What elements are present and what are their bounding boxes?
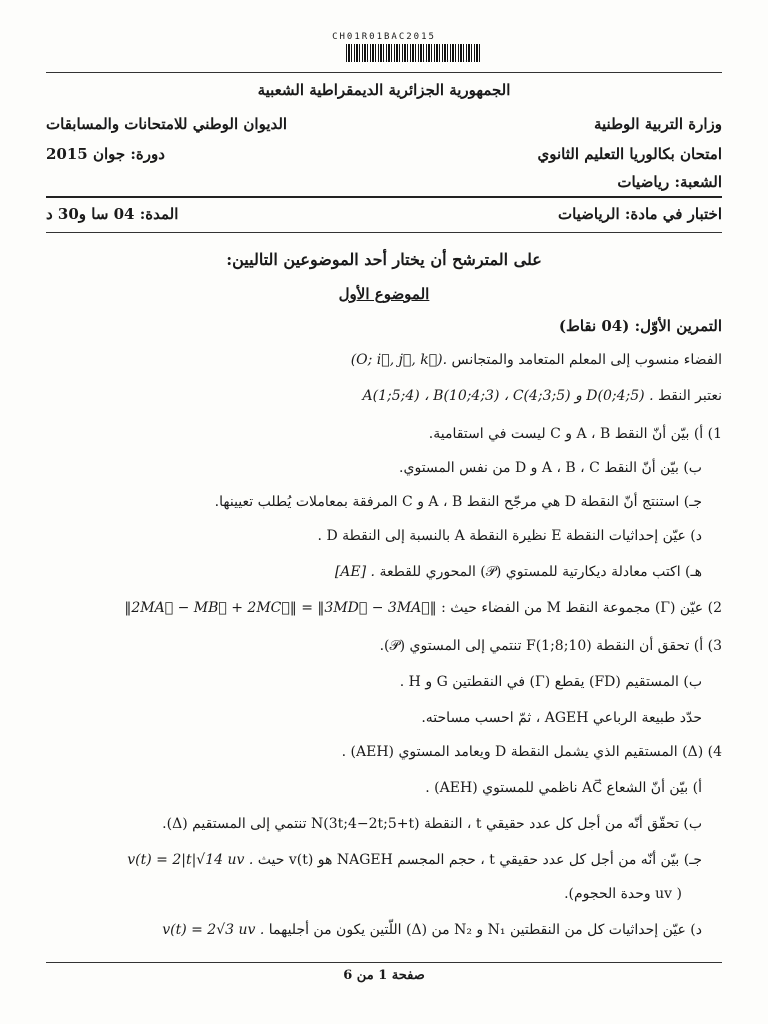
barcode-label: CH01R01BAC2015	[332, 32, 436, 42]
republic-heading: الجمهورية الجزائرية الديمقراطية الشعبية	[257, 81, 511, 99]
topic-title: الموضوع الأول	[338, 285, 430, 303]
exercise-line: أ) بيّن أنّ الشعاع AC⃗ ناظمي للمستوي (AEH) .	[425, 780, 702, 796]
exercise-line: د) عيّن إحداثيات النقطة E نظيرة النقطة A بالنسبة إلى النقطة D .	[317, 528, 702, 544]
exercise-line: ( uv وحدة الحجوم).	[564, 886, 682, 902]
ministry-label: وزارة التربية الوطنية	[593, 115, 722, 133]
footer-rule	[46, 962, 722, 963]
exercise-line: 1) أ) بيّن أنّ النقط A ، B و C ليست في استقامية.	[428, 426, 722, 442]
exercise-line: الفضاء منسوب إلى المعلم المتعامد والمتجانس (O; i⃗, j⃗, k⃗).	[350, 352, 722, 368]
office-label: الديوان الوطني للامتحانات والمسابقات	[46, 115, 288, 133]
duration-label: المدة: 04 سا و30 د	[46, 205, 179, 223]
subject-label: اختبار في مادة: الرياضيات	[557, 205, 722, 223]
barcode-image	[346, 44, 480, 62]
exercise-line: د) عيّن إحداثيات كل من النقطتين N₁ و N₂ من (Δ) اللّتين يكون من أجليهما v(t) = 2√3 uv .	[162, 922, 702, 938]
branch-label: الشعبة: رياضيات	[617, 173, 722, 191]
exercise-line: نعتبر النقط A(1;5;4) ، B(10;4;3) ، C(4;3;5) و D(0;4;5) .	[362, 388, 722, 404]
exercise-line: ب) المستقيم (FD) يقطع (Γ) في النقطتين G و H .	[399, 674, 702, 690]
exercise-line: ب) بيّن أنّ النقط A ، B ، C و D من نفس المستوي.	[399, 460, 702, 476]
header-mid-rule	[46, 196, 722, 198]
exercise-line: جـ) استنتج أنّ النقطة D هي مرجّح النقط A ، B و C المرفقة بمعاملات يُطلب تعيينها.	[214, 494, 702, 510]
exercise-line: 3) أ) تحقق أن النقطة F(1;8;10) تنتمي إلى المستوي (𝒫).	[379, 638, 722, 654]
exercise-line: 2) عيّن (Γ) مجموعة النقط M من الفضاء حيث : ‖2MA⃗ − MB⃗ + 2MC⃗‖ = ‖3MD⃗ − 3MA⃗‖	[124, 600, 722, 616]
page-number: صفحة 1 من 6	[343, 968, 425, 983]
session-label: دورة: جوان 2015	[46, 145, 165, 163]
intro-instruction: على المترشح أن يختار أحد الموضوعين التاليين:	[226, 250, 542, 269]
exam-label: امتحان بكالوريا التعليم الثانوي	[537, 145, 722, 163]
exercise-line: حدّد طبيعة الرباعي AGEH ، ثمّ احسب مساحته.	[421, 710, 702, 726]
header-bottom-rule	[46, 232, 722, 233]
header-top-rule	[46, 72, 722, 73]
exercise-line: هـ) اكتب معادلة ديكارتية للمستوي (𝒫) المحوري للقطعة [AE] .	[334, 564, 702, 580]
exercise-line: 4) (Δ) المستقيم الذي يشمل النقطة D ويعامد المستوي (AEH) .	[341, 744, 722, 760]
exercise-line: ب) تحقّق أنّه من أجل كل عدد حقيقي t ، النقطة N(3t;4−2t;5+t) تنتمي إلى المستقيم (Δ).	[162, 816, 702, 832]
exercise-title: التمرين الأوّل: (04 نقاط)	[558, 317, 722, 335]
exercise-line: جـ) بيّن أنّه من أجل كل عدد حقيقي t ، حجم المجسم NAGEH هو v(t) حيث v(t) = 2|t|√14 uv .	[127, 852, 702, 868]
